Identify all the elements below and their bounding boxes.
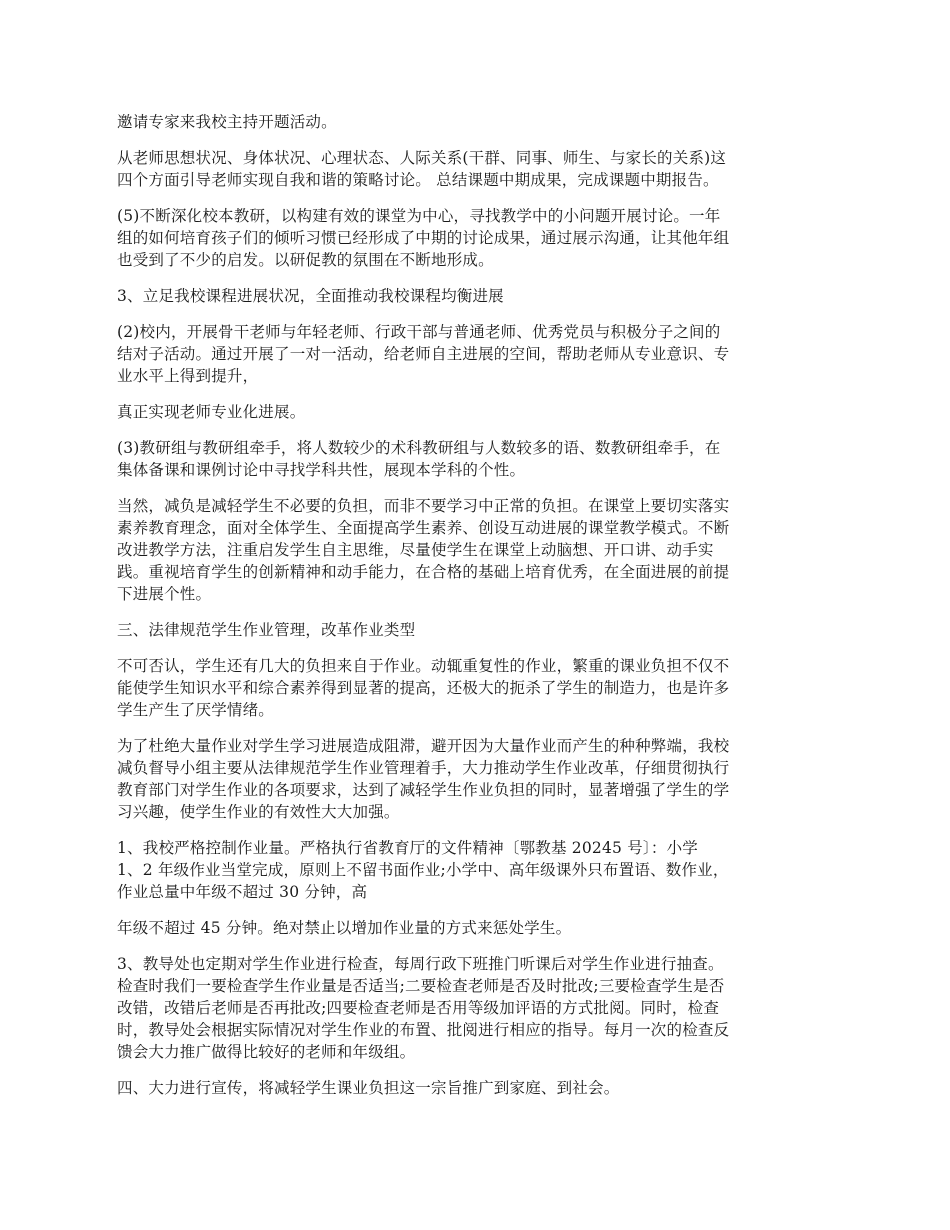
text-line: 组的如何培育孩子们的倾听习惯已经形成了中期的讨论成果，通过展示沟通，让其他年组 [117, 229, 730, 247]
text-line: 学生产生了厌学情绪。 [117, 701, 275, 719]
paragraph-4 [117, 285, 842, 307]
text-line: (5)不断深化校本教研，以构建有效的课堂为中心，寻找教学中的小问题开展讨论。一年 [117, 207, 721, 225]
text-line: 3、教导处也定期对学生作业进行检查，每周行政下班推门听课后对学生作业进行抽查。 [117, 955, 724, 973]
text-line: 邀请专家来我校主持开题活动。 [117, 113, 337, 131]
text-line: 真正实现老师专业化进展。 [117, 403, 306, 421]
paragraph-14 [117, 953, 842, 1063]
text-line: 作业总量中年级不超过 30 分钟，高 [117, 883, 368, 901]
text-line: 从老师思想状况、身体状况、心理状态、人际关系(干群、同事、师生、与家长的关系)这 [117, 149, 727, 167]
text-line: 改错，改错后老师是否再批改;四要检查老师是否用等级加评语的方式批阅。同时，检查 [117, 999, 720, 1017]
text-line: 集体备课和课例讨论中寻找学科共性，展现本学科的个性。 [117, 461, 526, 479]
text-line: 能使学生知识水平和综合素养得到显著的提高，还极大的扼杀了学生的制造力，也是许多 [117, 679, 730, 697]
paragraph-8 [117, 495, 842, 605]
text-line: 结对子活动。通过开展了一对一活动，给老师自主进展的空间，帮助老师从专业意识、专 [117, 345, 730, 363]
paragraph-7 [117, 437, 842, 481]
text-line: 四个方面引导老师实现自我和谐的策略讨论。 总结课题中期成果，完成课题中期报告。 [117, 171, 719, 189]
text-line: 习兴趣，使学生作业的有效性大大加强。 [117, 803, 400, 821]
text-line: (2)校内，开展骨干老师与年轻老师、行政干部与普通老师、优秀党员与积极分子之间的 [117, 323, 721, 341]
text-line: 素养教育理念，面对全体学生、全面提高学生素养、创设互动进展的课堂教学模式。不断 [117, 519, 730, 537]
text-line: 下进展个性。 [117, 585, 212, 603]
text-line: 四、大力进行宣传，将减轻学生课业负担这一宗旨推广到家庭、到社会。 [117, 1079, 620, 1097]
text-line: 当然，减负是减轻学生不必要的负担，而非不要学习中正常的负担。在课堂上要切实落实 [117, 497, 730, 515]
document-body [117, 111, 842, 1113]
text-line: 为了杜绝大量作业对学生学习进展造成阻滞，避开因为大量作业而产生的种种弊端，我校 [117, 737, 730, 755]
text-line: 年级不超过 45 分钟。绝对禁止以增加作业量的方式来惩处学生。 [117, 919, 572, 937]
text-line: 教育部门对学生作业的各项要求，达到了减轻学生作业负担的同时，显著增强了学生的学 [117, 781, 730, 799]
paragraph-9 [117, 619, 842, 641]
text-line: 减负督导小组主要从法律规范学生作业管理着手，大力推动学生作业改革，仔细贯彻执行 [117, 759, 730, 777]
paragraph-5 [117, 321, 842, 387]
text-line: 三、法律规范学生作业管理，改革作业类型 [117, 621, 416, 639]
text-line: 也受到了不少的启发。以研促教的氛围在不断地形成。 [117, 251, 494, 269]
text-line: 检查时我们一要检查学生作业量是否适当;二要检查老师是否及时批改;三要检查学生是否 [117, 977, 725, 995]
text-line: 1、2 年级作业当堂完成，原则上不留书面作业;小学中、高年级课外只布置语、数作业， [117, 861, 729, 879]
paragraph-15 [117, 1077, 842, 1099]
text-line: 3、立足我校课程进展状况，全面推动我校课程均衡进展 [117, 287, 504, 305]
paragraph-11 [117, 735, 842, 823]
paragraph-6 [117, 401, 842, 423]
text-line: 业水平上得到提升， [117, 367, 259, 385]
text-line: 1、我校严格控制作业量。严格执行省教育厅的文件精神〔鄂教基 20245 号〕：小学 [117, 839, 698, 857]
text-line: 时，教导处会根据实际情况对学生作业的布置、批阅进行相应的指导。每月一次的检查反 [117, 1021, 730, 1039]
text-line: 改进教学方法，注重启发学生自主思维，尽量使学生在课堂上动脑想、开口讲、动手实 [117, 541, 714, 559]
paragraph-1 [117, 111, 842, 133]
paragraph-12 [117, 837, 842, 903]
text-line: 馈会大力推广做得比较好的老师和年级组。 [117, 1043, 416, 1061]
paragraph-3 [117, 205, 842, 271]
text-line: (3)教研组与教研组牵手，将人数较少的术科教研组与人数较多的语、数教研组牵手，在 [117, 439, 721, 457]
paragraph-2 [117, 147, 842, 191]
paragraph-10 [117, 655, 842, 721]
text-line: 践。重视培育学生的创新精神和动手能力，在合格的基础上培育优秀，在全面进展的前提 [117, 563, 730, 581]
text-line: 不可否认，学生还有几大的负担来自于作业。动辄重复性的作业，繁重的课业负担不仅不 [117, 657, 730, 675]
paragraph-13 [117, 917, 842, 939]
